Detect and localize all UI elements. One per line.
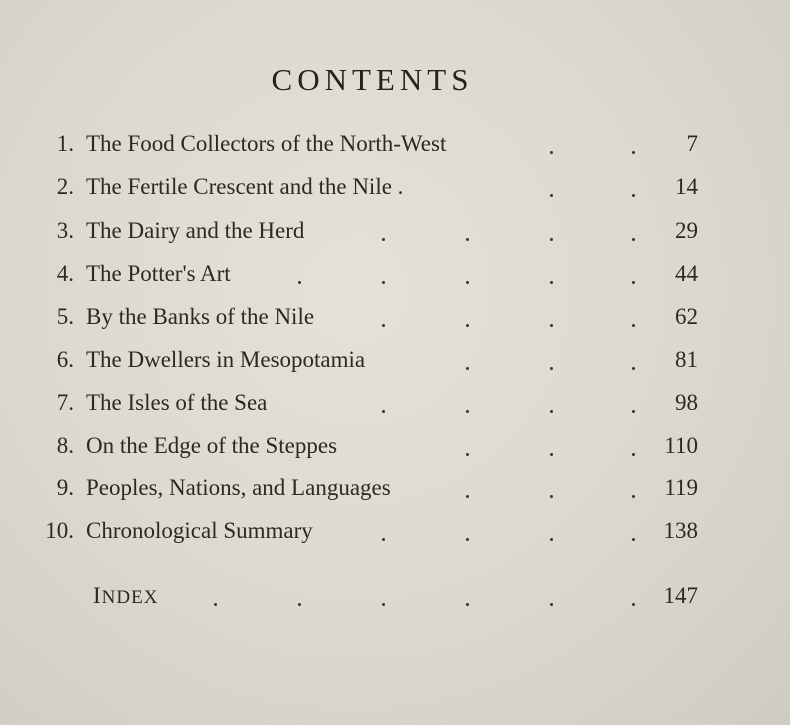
chapter-number: 9. (56, 475, 74, 500)
page-number: 119 (664, 475, 698, 500)
chapter-number: 1. (56, 131, 74, 156)
page-number: 62 (675, 304, 698, 329)
toc-entry (0, 174, 790, 208)
chapter-number: 6. (56, 347, 74, 372)
toc-entry (0, 131, 790, 165)
page-number: 7 (686, 131, 698, 156)
chapter-title: The Food Collectors of the North-West (86, 131, 447, 156)
page-number: 110 (664, 433, 698, 458)
page-number: 44 (675, 261, 698, 286)
chapter-title: The Dairy and the Herd (86, 218, 305, 243)
index-label-rest: NDEX (101, 587, 159, 608)
page-number: 14 (675, 174, 698, 199)
chapter-number: 2. (56, 174, 74, 199)
page-number: 29 (675, 218, 698, 243)
leader-dots (0, 261, 790, 295)
chapter-title: The Dwellers in Mesopotamia (86, 347, 366, 372)
toc-entry (0, 433, 790, 467)
page-title: CONTENTS (271, 62, 474, 97)
toc-entry (0, 518, 790, 552)
page-number: 98 (675, 390, 698, 415)
page-number: 147 (663, 583, 698, 608)
toc-entry (0, 390, 790, 424)
chapter-title: Chronological Summary (86, 518, 313, 543)
chapter-number: 8. (56, 433, 74, 458)
toc-entry-index (0, 583, 790, 617)
chapter-number: 3. (56, 218, 74, 243)
chapter-title: By the Banks of the Nile (86, 304, 315, 329)
page-number: 81 (675, 347, 698, 372)
leader-dots (0, 347, 790, 381)
leader-dots (0, 131, 790, 165)
toc-entry (0, 475, 790, 509)
toc-entry (0, 218, 790, 252)
toc-entry (0, 347, 790, 381)
chapter-number: 4. (56, 261, 74, 286)
chapter-number: 5. (56, 304, 74, 329)
toc-entry (0, 261, 790, 295)
index-label-initial: I (93, 583, 102, 608)
leader-dots (0, 390, 790, 424)
chapter-title: The Potter's Art (86, 261, 231, 286)
chapter-title: The Isles of the Sea (86, 390, 268, 415)
chapter-number: 10. (45, 518, 74, 543)
chapter-title: Peoples, Nations, and Languages (86, 475, 391, 500)
chapter-title: On the Edge of the Steppes (86, 433, 338, 458)
leader-dots (0, 174, 790, 208)
leader-dots (0, 304, 790, 338)
chapter-title: The Fertile Crescent and the Nile . (86, 174, 404, 199)
page-number: 138 (663, 518, 698, 543)
toc-entry (0, 304, 790, 338)
leader-dots (0, 218, 790, 252)
chapter-number: 7. (56, 390, 74, 415)
